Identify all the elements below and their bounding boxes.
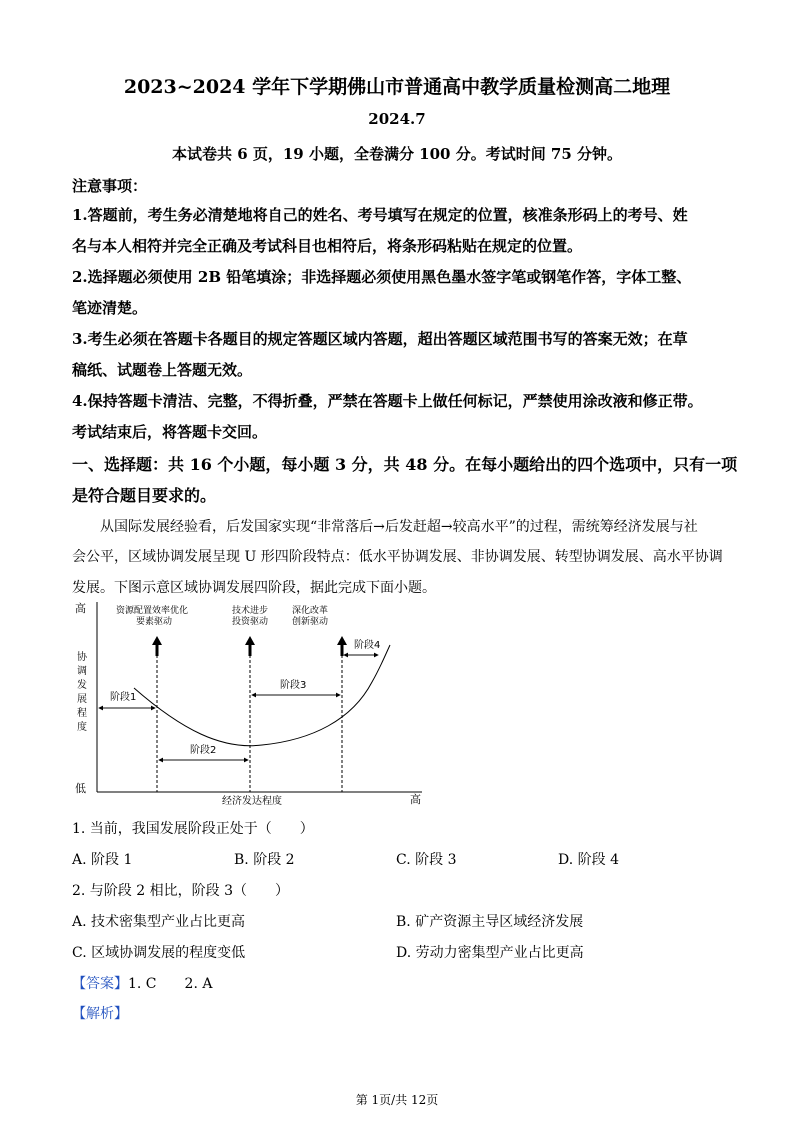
svg-text:度: 度 — [77, 722, 87, 733]
driver-label-1-line-2: 要素驱动 — [136, 617, 173, 627]
answer-q1: 1. C — [128, 976, 157, 992]
x-axis-label: 经济发达程度 — [222, 796, 282, 807]
notice-heading: 注意事项： — [72, 177, 148, 195]
question-2-option-b[interactable]: B. 矿产资源主导区域经济发展 — [396, 914, 584, 930]
question-2-stem: 2. 与阶段 2 相比，阶段 3（ ） — [72, 883, 289, 899]
stage-2-marker — [159, 744, 248, 760]
notice-item-1-line-1: 1.答题前，考生务必清楚地将自己的姓名、考号填写在规定的位置，核准条形码上的考号、姓 — [72, 206, 688, 224]
svg-text:调: 调 — [77, 666, 87, 677]
driver-label-3-line-2: 创新驱动 — [292, 617, 329, 627]
svg-text:程: 程 — [77, 708, 87, 719]
stage-1-label: 阶段1 — [110, 692, 137, 703]
svg-text:展: 展 — [77, 694, 87, 705]
stage-3-marker — [252, 679, 340, 695]
page-footer: 第 1页/共 12页 — [355, 1093, 439, 1107]
passage-line-3: 发展。下图示意区域协调发展四阶段，据此完成下面小题。 — [72, 580, 436, 596]
driver-arrow-2 — [245, 636, 255, 656]
passage-line-1: 从国际发展经验看，后发国家实现“非常落后→后发赶超→较高水平”的过程，需统筹经济发展与社 — [100, 519, 698, 535]
stage-2-label: 阶段2 — [190, 745, 217, 756]
answer-q2: 2. A — [184, 976, 213, 992]
svg-text:发: 发 — [77, 680, 87, 691]
stage-4-marker — [344, 639, 380, 655]
stage-4-label: 阶段4 — [354, 640, 381, 651]
y-axis-high-label: 高 — [75, 602, 86, 615]
question-2-option-c[interactable]: C. 区域协调发展的程度变低 — [72, 945, 246, 961]
driver-label-2-line-2: 投资驱动 — [232, 617, 269, 627]
notice-item-3-line-1: 3.考生必须在答题卡各题目的规定答题区域内答题，超出答题区域范围书写的答案无效；在草 — [72, 330, 688, 348]
exam-date: 2024.7 — [368, 110, 426, 128]
notice-item-2-line-1: 2.选择题必须使用 2B 铅笔填涂；非选择题必须使用黑色墨水签字笔或钢笔作答，字体工整、 — [72, 268, 692, 286]
notice-item-1-line-2: 名与本人相符并完全正确及考试科目也相符后，将条形码粘贴在规定的位置。 — [72, 237, 583, 255]
question-1-option-b[interactable]: B. 阶段 2 — [234, 852, 295, 868]
x-axis-high-label: 高 — [410, 793, 421, 806]
exam-intro: 本试卷共 6 页，19 小题，全卷满分 100 分。考试时间 75 分钟。 — [171, 145, 623, 163]
stage-1-marker — [99, 691, 155, 708]
question-1-option-a[interactable]: A. 阶段 1 — [72, 852, 133, 868]
notice-item-2-line-2: 笔迹清楚。 — [72, 299, 148, 317]
answer-line — [72, 973, 212, 993]
y-axis-low-label: 低 — [75, 782, 86, 795]
notice-item-4-line-2: 考试结束后，将答题卡交回。 — [72, 423, 268, 441]
question-1-option-d[interactable]: D. 阶段 4 — [558, 852, 619, 868]
page-title: 2023~2024 学年下学期佛山市普通高中教学质量检测高二地理 — [123, 76, 671, 98]
question-2-option-a[interactable]: A. 技术密集型产业占比更高 — [72, 914, 246, 930]
stage-3-label: 阶段3 — [280, 680, 307, 691]
notice-item-3-line-2: 稿纸、试题卷上答题无效。 — [72, 361, 253, 379]
section-heading-line-1: 一、选择题：共 16 个小题，每小题 3 分，共 48 分。在每小题给出的四个选项中，只有一项 — [72, 455, 738, 474]
analysis-label: 【解析】 — [72, 1006, 128, 1022]
passage-line-2: 会公平，区域协调发展呈现 U 形四阶段特点：低水平协调发展、非协调发展、转型协调发展、高水平协调 — [72, 549, 723, 565]
question-1-option-c[interactable]: C. 阶段 3 — [396, 852, 457, 868]
driver-arrow-1 — [152, 636, 162, 656]
answer-label: 【答案】 — [72, 976, 128, 992]
notice-item-4-line-1: 4.保持答题卡清洁、完整，不得折叠，严禁在答题卡上做任何标记，严禁使用涂改液和修正带。 — [72, 392, 703, 410]
driver-label-2-line-1: 技术进步 — [232, 606, 269, 616]
question-1-stem: 1. 当前，我国发展阶段正处于（ ） — [72, 821, 314, 837]
driver-label-3-line-1: 深化改革 — [292, 606, 329, 616]
stage-diagram — [72, 600, 432, 810]
section-heading-line-2: 是符合题目要求的。 — [72, 486, 217, 505]
driver-arrow-3 — [337, 636, 347, 656]
y-axis-label — [77, 650, 88, 733]
driver-label-1-line-1: 资源配置效率优化 — [116, 606, 189, 616]
question-2-option-d[interactable]: D. 劳动力密集型产业占比更高 — [396, 945, 584, 961]
svg-text:协: 协 — [77, 652, 87, 663]
